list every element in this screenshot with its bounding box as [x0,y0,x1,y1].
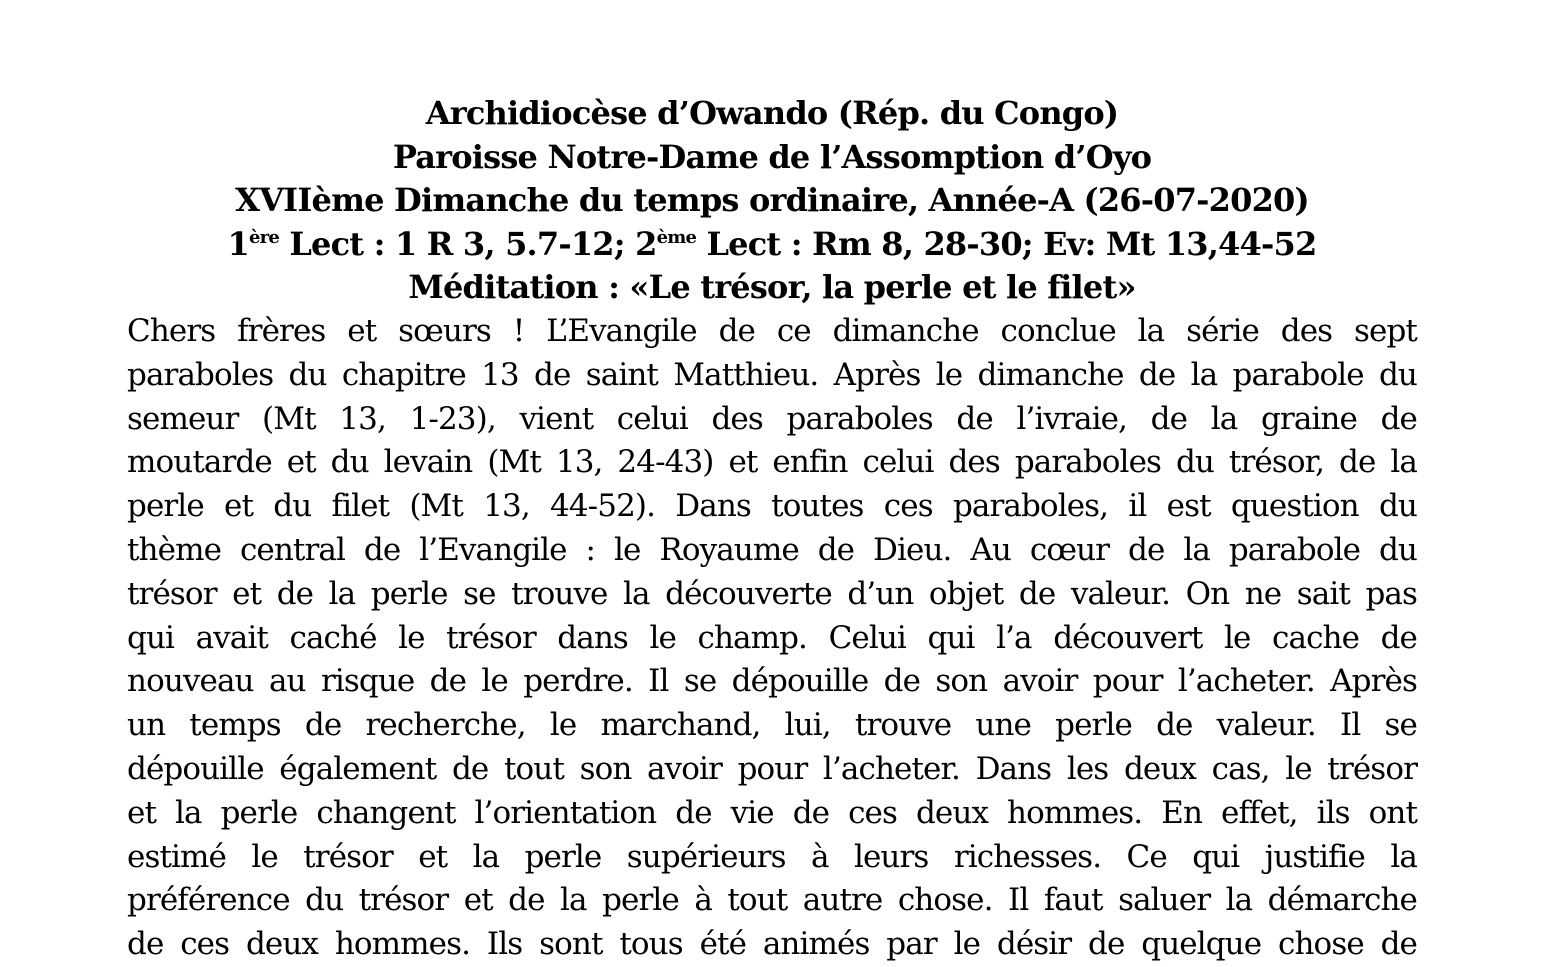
body-line: paraboles du chapitre 13 de saint Matthieu. Après le dimanche de la parabole du [127,356,1417,393]
header-readings [127,223,1417,267]
body-line: nouveau au risque de le perdre. Il se dépouille de son avoir pour l’acheter. Après [127,663,1417,700]
body-line: de ces deux hommes. Ils sont tous été animés par le désir de quelque chose de [127,926,1417,963]
body-line: et la perle changent l’orientation de vie de ces deux hommes. En effet, ils ont [127,794,1417,831]
body-line: trésor et de la perle se trouve la découverte d’un objet de valeur. On ne sait pas [127,575,1417,612]
body-line: qui avait caché le trésor dans le champ. Celui qui l’a découvert le cache de [127,619,1417,656]
body-line: préférence du trésor et de la perle à tout autre chose. Il faut saluer la démarche [127,882,1417,919]
readings-second-suffix: ème [656,226,697,248]
body-line: semeur (Mt 13, 1-23), vient celui des paraboles de l’ivraie, de la graine de [127,400,1417,437]
document-page [127,92,1417,967]
body-line: moutarde et du levain (Mt 13, 24-43) et enfin celui des paraboles du trésor, de la [127,444,1417,481]
header-diocese: Archidiocèse d’Owando (Rép. du Congo) [425,94,1119,132]
header-meditation-title: Méditation : «Le trésor, la perle et le filet» [408,268,1136,307]
body-line: un temps de recherche, le marchand, lui, trouve une perle de valeur. Il se [127,707,1417,744]
meditation-body [127,310,1417,967]
body-line: perle et du filet (Mt 13, 44-52). Dans toutes ces paraboles, il est question du [127,488,1417,525]
document-header [127,92,1417,310]
readings-first-number: 1 [227,224,250,263]
body-line: Chers frères et sœurs ! L’Evangile de ce dimanche conclue la série des sept [127,312,1417,349]
readings-first-text: Lect : 1 R 3, 5.7-12; 2 [279,224,657,263]
body-line: thème central de l’Evangile : le Royaume de Dieu. Au cœur de la parabole du [127,531,1417,568]
header-parish: Paroisse Notre-Dame de l’Assomption d’Oyo [392,137,1152,176]
body-line: dépouille également de tout son avoir pour l’acheter. Dans les deux cas, le trésor [127,750,1417,787]
readings-second-text: Lect : Rm 8, 28-30; Ev: Mt 13,44-52 [696,224,1317,263]
header-sunday: XVIIème Dimanche du temps ordinaire, Année-A (26-07-2020) [235,181,1309,220]
readings-first-suffix: ère [249,226,280,248]
body-line: estimé le trésor et la perle supérieurs à leurs richesses. Ce qui justifie la [127,838,1417,875]
